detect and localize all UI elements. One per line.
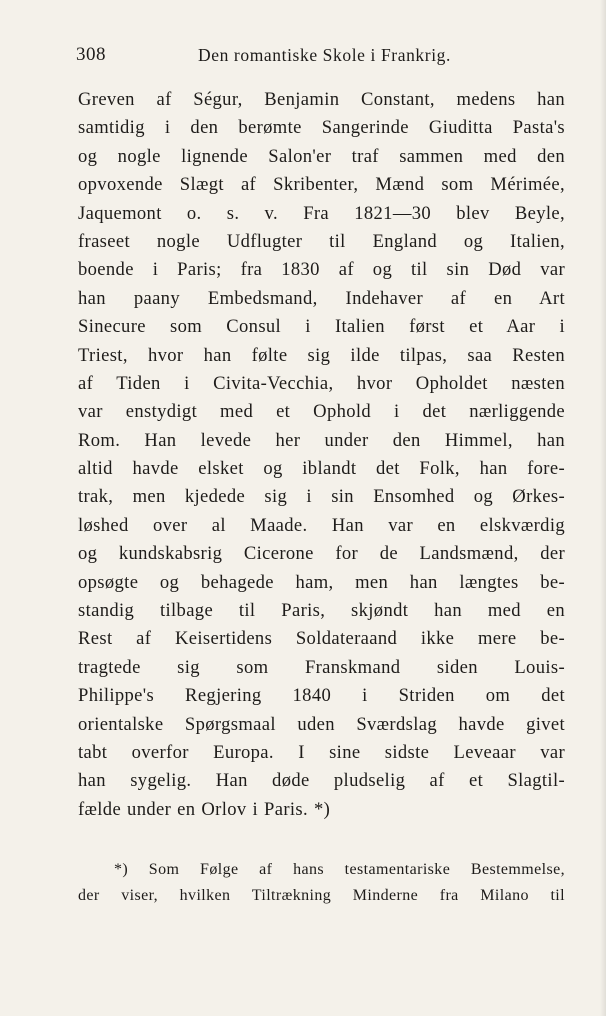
text-line: standig tilbage til Paris, skjøndt han med en [78,600,565,622]
footnote [78,857,565,909]
body-text [78,86,565,824]
text-line: Jaquemont o. s. v. Fra 1821—30 blev Beyle, [78,202,565,224]
text-line: Philippe's Regjering 1840 i Striden om det [78,685,565,707]
text-line: fælde under en Orlov i Paris. *) [78,798,331,820]
text-line: Greven af Ségur, Benjamin Constant, medens han [78,89,565,110]
page-header [76,44,566,72]
text-line: af Tiden i Civita-Vecchia, hvor Opholdet næsten [78,372,565,394]
text-line: orientalske Spørgsmaal uden Sværdslag havde givet [78,713,565,735]
running-head: Den romantiske Skole i Frankrig. [198,45,451,65]
text-line: opsøgte og behagede ham, men han længtes be- [78,571,565,593]
text-line: Rom. Han levede her under den Himmel, han [78,429,565,451]
text-line: han paany Embedsmand, Indehaver af en Art [78,287,565,309]
text-line: trak, men kjedede sig i sin Ensomhed og Ørkes- [78,486,565,508]
text-line: samtidig i den berømte Sangerinde Giuditta Pasta's [78,117,565,139]
text-line: og nogle lignende Salon'er traf sammen med den [78,145,565,167]
text-line: han sygelig. Han døde pludselig af et Slagtil- [78,770,565,792]
footnote-line: *) Som Følge af hans testamentariske Bestemmelse, [114,861,565,878]
text-line: Triest, hvor han følte sig ilde tilpas, saa Resten [78,344,565,366]
text-line: altid havde elsket og iblandt det Folk, han fore- [78,458,565,480]
text-line: løshed over al Maade. Han var en elskværdig [78,514,565,536]
text-line: Sinecure som Consul i Italien først et Aar i [78,316,565,338]
footnote-line: der viser, hvilken Tiltrækning Minderne fra Milano til [78,887,565,904]
text-line: opvoxende Slægt af Skribenter, Mænd som Mérimée, [78,174,565,196]
page-edge-shadow [600,0,606,1016]
text-line: var enstydigt med et Ophold i det nærliggende [78,401,565,423]
text-line: og kundskabsrig Cicerone for de Landsmænd, der [78,543,565,565]
text-line: fraseet nogle Udflugter til England og Italien, [78,230,565,252]
text-line: tragtede sig som Franskmand siden Louis- [78,656,565,678]
text-line: tabt overfor Europa. I sine sidste Leveaar var [78,741,565,763]
page-number: 308 [76,44,106,65]
text-line: Rest af Keisertidens Soldateraand ikke mere be- [78,628,565,650]
text-line: boende i Paris; fra 1830 af og til sin Død var [78,259,565,281]
